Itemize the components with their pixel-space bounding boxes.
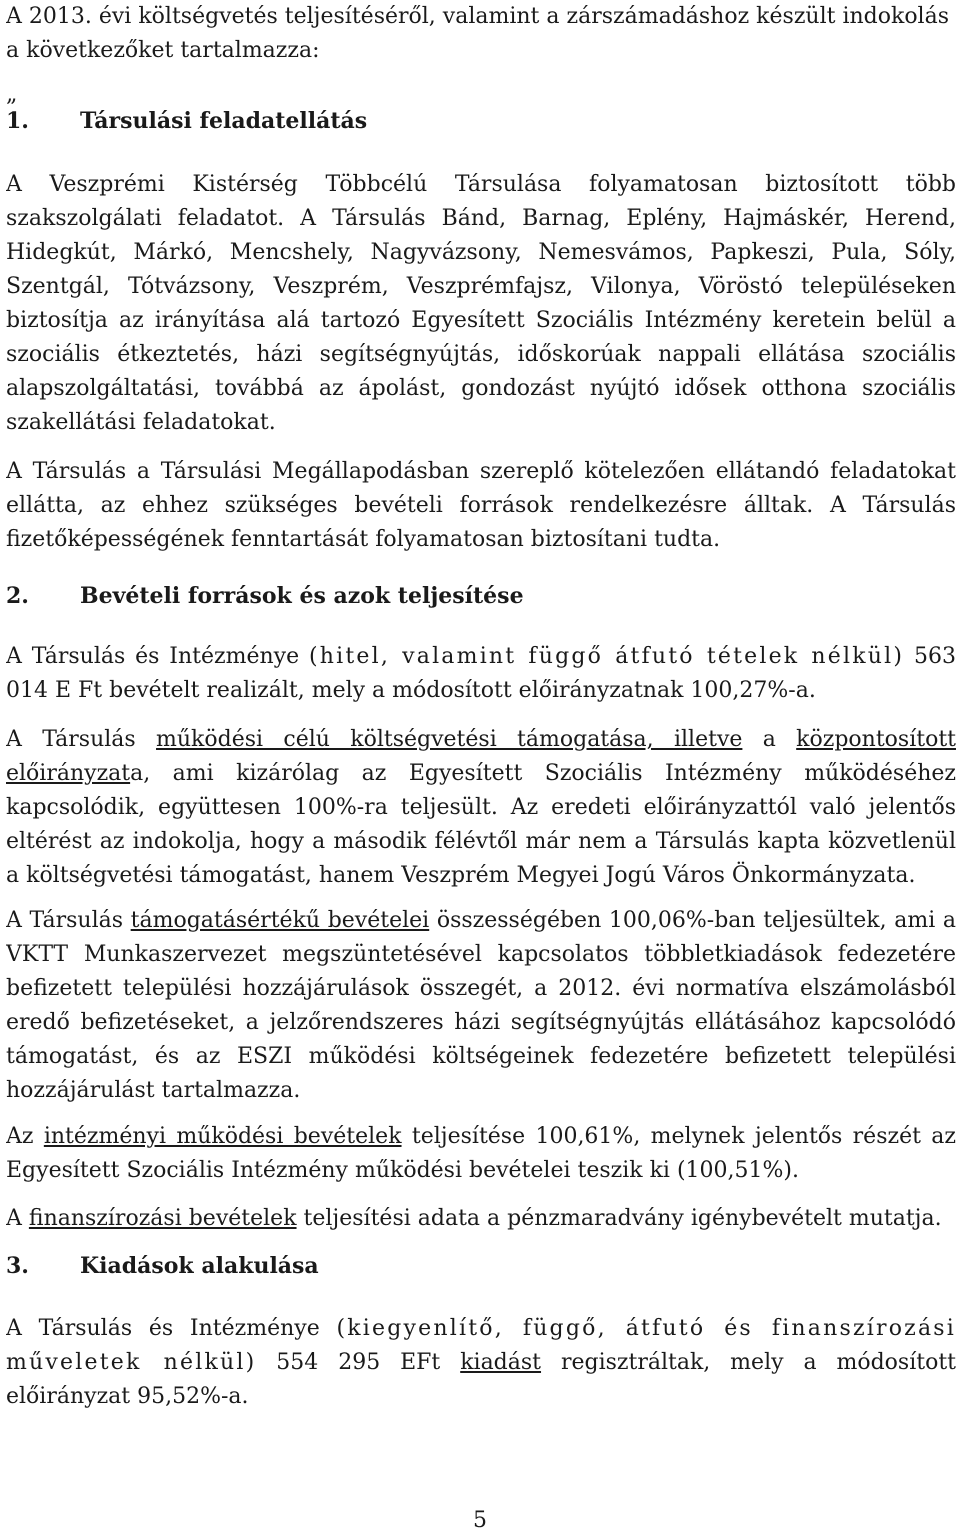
text-line <box>6 904 956 938</box>
text-run: (hitel, valamint függő átfutó tételek nélkül) <box>308 644 905 669</box>
paragraph <box>6 640 956 708</box>
section-heading-2 <box>6 583 524 609</box>
underlined-term: központosított <box>796 727 956 752</box>
text-line <box>6 1312 956 1346</box>
text-line <box>6 723 956 757</box>
text-line <box>6 640 956 674</box>
text-run: a <box>742 727 797 752</box>
text-line: Hidegkút, Márkó, Mencshely, Nagyvázsony, Nemesvámos, Papkeszi, Pula, Sóly, <box>6 240 956 265</box>
text-line: előirányzat 95,52%-a. <box>6 1384 249 1409</box>
text-line: fizetőképességének fenntartását folyamatosan biztosítani tudta. <box>6 527 721 552</box>
text-line <box>6 1346 956 1380</box>
text-line: alapszolgáltatási, továbbá az ápolást, gondozást nyújtó idősek otthona szociális <box>6 376 956 401</box>
paragraph <box>6 168 956 440</box>
text-run: 554 295 EFt <box>256 1350 461 1375</box>
text-run: (kiegyenlítő, függő, átfutó és finanszírozási <box>336 1316 956 1341</box>
text-line: biztosítja az irányítása alá tartozó Egyesített Szociális Intézmény keretein belül a <box>6 308 956 333</box>
intro-line: A 2013. évi költségvetés teljesítéséről, valamint a zárszámadáshoz készült indokolás <box>6 4 950 29</box>
paragraph <box>6 904 956 1108</box>
paragraph <box>6 723 956 893</box>
text-line: Szentgál, Tótvázsony, Veszprém, Veszprémfajsz, Vilonya, Vöröstó településeken <box>6 274 956 299</box>
text-line: szakszolgálati feladatot. A Társulás Bánd, Barnag, Eplény, Hajmáskér, Herend, <box>6 206 956 231</box>
text-line: ellátta, az ehhez szükséges bevételi források rendelkezésre álltak. A Társulás <box>6 493 956 518</box>
text-line: befizetett települési hozzájárulások összegét, a 2012. évi normatíva elszámolásból <box>6 976 956 1001</box>
text-line: Egyesített Szociális Intézmény működési bevételei teszik ki (100,51%). <box>6 1158 799 1183</box>
section-title: Kiadások alakulása <box>80 1253 319 1279</box>
text-run: összességében 100,06%-ban teljesültek, ami a <box>429 908 956 933</box>
text-line: kapcsolódik, együttesen 100%-ra teljesült. Az eredeti előirányzattól való jelentős <box>6 795 956 820</box>
section-number: 1. <box>6 108 29 134</box>
underlined-term: kiadást <box>460 1350 542 1375</box>
text-line: szociális étkeztetés, házi segítségnyújtás, időskorúak nappali ellátása szociális <box>6 342 956 367</box>
underlined-term: finanszírozási bevételek <box>28 1206 297 1231</box>
text-run: teljesítési adata a pénzmaradvány igénybevételt mutatja. <box>296 1206 942 1231</box>
underlined-term: előirányzat <box>6 761 131 786</box>
text-line: támogatást, és az ESZI működési költségeinek fedezetére befizetett települési <box>6 1044 956 1069</box>
page-number: 5 <box>473 1508 487 1533</box>
text-line: a költségvetési támogatást, hanem Veszprém Megyei Jogú Város Önkormányzata. <box>6 863 916 888</box>
section-number: 3. <box>6 1253 29 1279</box>
intro-line: a következőket tartalmazza: <box>6 38 320 63</box>
section-number: 2. <box>6 583 29 609</box>
text-run: Az <box>6 1124 44 1149</box>
text-line: VKTT Munkaszervezet megszüntetésével kapcsolatos többletkiadások fedezetére <box>6 942 956 967</box>
text-line: A Társulás a Társulási Megállapodásban szereplő kötelezően ellátandó feladatokat <box>6 459 956 484</box>
text-line <box>6 757 956 791</box>
paragraph <box>6 1312 956 1414</box>
paragraph <box>6 455 956 557</box>
text-run: A Társulás <box>6 908 131 933</box>
paragraph <box>6 1120 956 1188</box>
intro-paragraph <box>6 0 956 68</box>
section-title: Bevételi források és azok teljesítése <box>80 583 524 609</box>
text-run: műveletek nélkül) <box>6 1350 257 1375</box>
text-run: A Társulás <box>6 727 157 752</box>
text-run: a, ami kizárólag az Egyesített Szociális Intézmény működéséhez <box>130 761 956 786</box>
text-run: 563 <box>904 644 956 669</box>
underlined-term: intézményi működési bevételek <box>43 1124 402 1149</box>
paragraph <box>6 1202 956 1236</box>
text-run: A Társulás és Intézménye <box>6 1316 337 1341</box>
underlined-term: támogatásértékű bevételei <box>130 908 430 933</box>
quote-mark: „ <box>6 82 18 107</box>
text-line: eltérést az indokolja, hogy a második félévtől már nem a Társulás kapta közvetlenül <box>6 829 956 854</box>
section-heading-3 <box>6 1253 319 1279</box>
text-line: A Veszprémi Kistérség Többcélú Társulása folyamatosan biztosított több <box>6 172 956 197</box>
section-title: Társulási feladatellátás <box>80 108 368 134</box>
text-line <box>6 1202 956 1236</box>
text-run: A <box>6 1206 29 1231</box>
underlined-term: működési célú költségvetési támogatása, illetve <box>156 727 743 752</box>
section-heading-1 <box>6 108 367 134</box>
text-line <box>6 1120 956 1154</box>
text-line: eredő befizetéseket, a jelzőrendszeres házi segítségnyújtás ellátásához kapcsolódó <box>6 1010 956 1035</box>
text-line: hozzájárulást tartalmazza. <box>6 1078 301 1103</box>
text-run: regisztráltak, mely a módosított <box>541 1350 956 1375</box>
text-line: szakellátási feladatokat. <box>6 410 276 435</box>
text-run: A Társulás és Intézménye <box>6 644 309 669</box>
text-run: teljesítése 100,61%, melynek jelentős részét az <box>401 1124 956 1149</box>
text-line: 014 E Ft bevételt realizált, mely a módosított előirányzatnak 100,27%-a. <box>6 678 816 703</box>
